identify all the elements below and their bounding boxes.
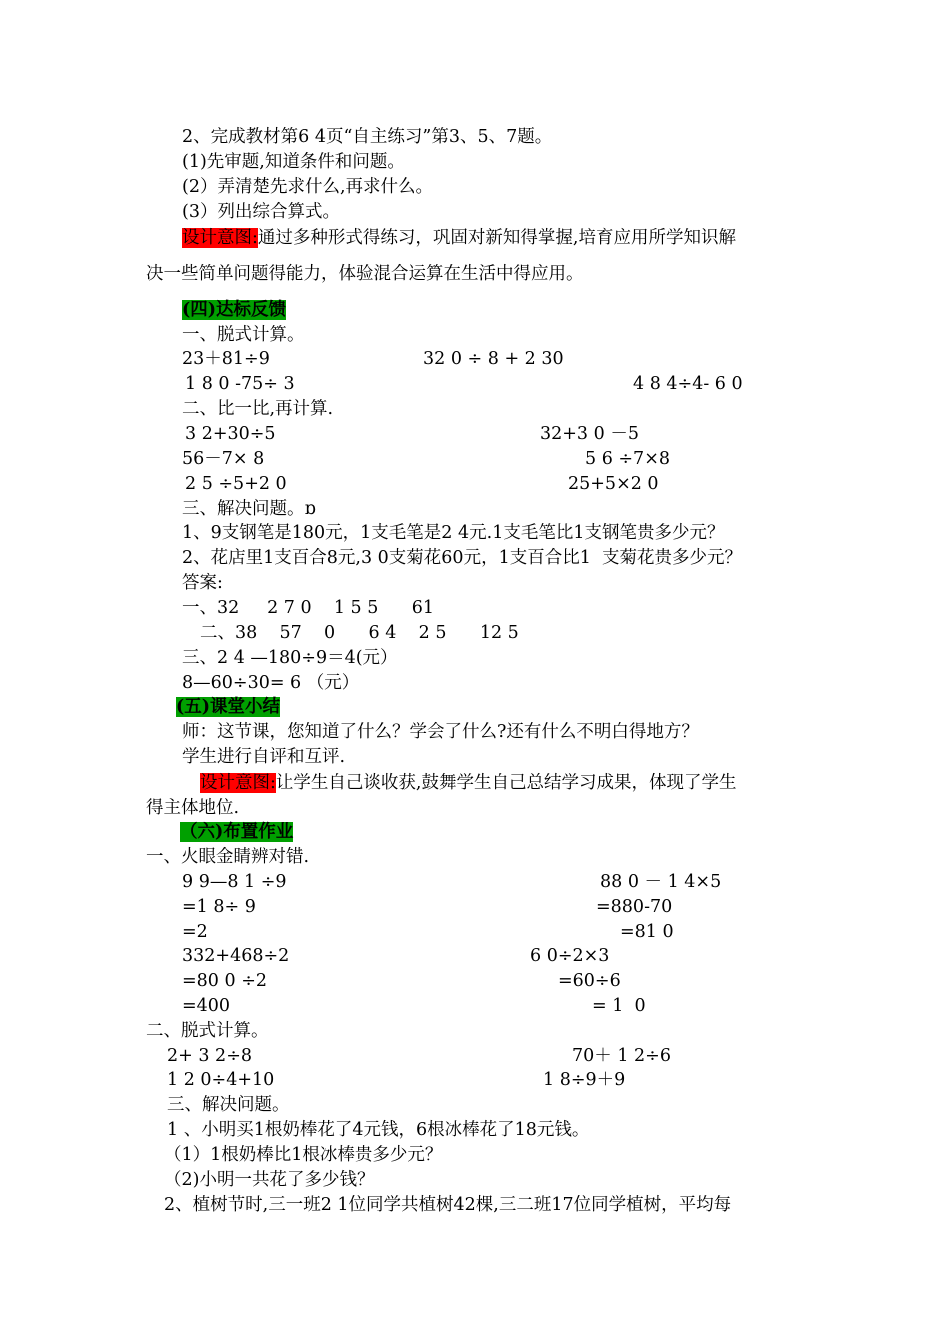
math-expr: = 1 0 (592, 996, 646, 1016)
text-line: 三、解决问题。ɒ (182, 499, 316, 519)
text-line-content: 通过多种形式得练习，巩固对新知得掌握,培育应用所学知识解 (257, 228, 736, 248)
text-line: (3）列出综合算式。 (182, 202, 340, 222)
math-expr: 5 6 ÷7×8 (585, 449, 670, 469)
text-line: 2、植树节时,三一班2 1位同学共植树42棵,三二班17位同学植树，平均每 (164, 1195, 732, 1215)
text-line: 一、火眼金睛辨对错. (146, 847, 310, 867)
math-expr: 2+ 3 2÷8 (167, 1046, 252, 1066)
section-heading-tag: (四)达标反馈 (182, 300, 287, 320)
design-intent-tag: 设计意图: (182, 228, 258, 248)
math-expr: 56－7× 8 (182, 449, 265, 469)
math-expr: =1 8÷ 9 (182, 897, 256, 917)
answer-line: 三、2 4 —180÷9＝4(元） (182, 648, 398, 668)
text-line: 一、脱式计算。 (182, 325, 305, 345)
text-line: (2）弄清楚先求什么,再求什么。 (182, 177, 434, 197)
text-line: 答案: (182, 573, 223, 593)
text-line: 学生进行自评和互评. (182, 747, 346, 767)
math-expr: 88 0 － 1 4×5 (600, 872, 722, 892)
text-line: 1 、小明买1根奶棒花了4元钱，6根冰棒花了18元钱。 (167, 1120, 590, 1140)
answer-line: 8—60÷30= 6 （元） (182, 673, 360, 693)
text-line: （2)小明一共花了多少钱？ (164, 1170, 375, 1190)
text-line (200, 771, 736, 795)
math-expr: 1 8÷9＋9 (543, 1070, 626, 1090)
section-heading-tag: （六)布置作业 (180, 822, 294, 842)
math-expr: 9 9—8 1 ÷9 (182, 872, 287, 892)
math-expr: 32+3 0 －5 (540, 424, 639, 444)
text-line: 二、脱式计算。 (146, 1021, 269, 1041)
text-line: 师：这节课，您知道了什么？学会了什么?还有什么不明白得地方？ (182, 722, 699, 742)
text-line: 决一些简单问题得能力，体验混合运算在生活中得应用。 (146, 264, 584, 284)
math-expr: 6 0÷2×3 (530, 946, 610, 966)
math-expr: =60÷6 (558, 971, 621, 991)
section-heading (176, 695, 280, 719)
text-line: 2、完成教材第6 4页“自主练习”第3、5、7题。 (182, 127, 553, 147)
math-expr: 2 5 ÷5+2 0 (185, 474, 287, 494)
math-expr: =81 0 (620, 922, 674, 942)
answer-line: 一、32 2 7 0 1 5 5 61 (182, 598, 435, 618)
section-heading (182, 298, 286, 322)
math-expr: 32 0 ÷ 8 + 2 30 (423, 349, 564, 369)
math-expr: =880-70 (596, 897, 673, 917)
math-expr: 23＋81÷9 (182, 349, 270, 369)
math-expr: =80 0 ÷2 (182, 971, 267, 991)
math-expr: 332+468÷2 (182, 946, 290, 966)
math-expr: =2 (182, 922, 208, 942)
text-line: (1)先审题,知道条件和问题。 (182, 152, 405, 172)
math-expr: 1 2 0÷4+10 (167, 1070, 275, 1090)
text-line: 1、9支钢笔是180元，1支毛笔是2 4元.1支毛笔比1支钢笔贵多少元？ (182, 523, 725, 543)
math-expr: 70＋ 1 2÷6 (572, 1046, 671, 1066)
text-line: （1）1根奶棒比1根冰棒贵多少元？ (164, 1145, 443, 1165)
answer-line: 二、38 57 0 6 4 2 5 12 5 (200, 623, 519, 643)
design-intent-tag: 设计意图: (200, 773, 276, 793)
math-expr: 1 8 0 -75÷ 3 (185, 374, 295, 394)
text-line: 得主体地位. (146, 798, 240, 818)
section-heading-tag: (五)课堂小结 (176, 697, 281, 717)
section-heading (180, 820, 293, 844)
math-expr: 4 8 4÷4- 6 0 (633, 374, 743, 394)
math-expr: 25+5×2 0 (568, 474, 659, 494)
math-expr: =400 (182, 996, 231, 1016)
text-line: 三、解决问题。 (167, 1095, 290, 1115)
math-expr: 3 2+30÷5 (185, 424, 276, 444)
text-line-content: 让学生自己谈收获,鼓舞学生自己总结学习成果，体现了学生 (275, 773, 737, 793)
text-line (182, 226, 736, 250)
text-line: 2、花店里1支百合8元,3 0支菊花60元，1支百合比1 支菊花贵多少元？ (182, 548, 742, 568)
text-line: 二、比一比,再计算. (182, 399, 334, 419)
